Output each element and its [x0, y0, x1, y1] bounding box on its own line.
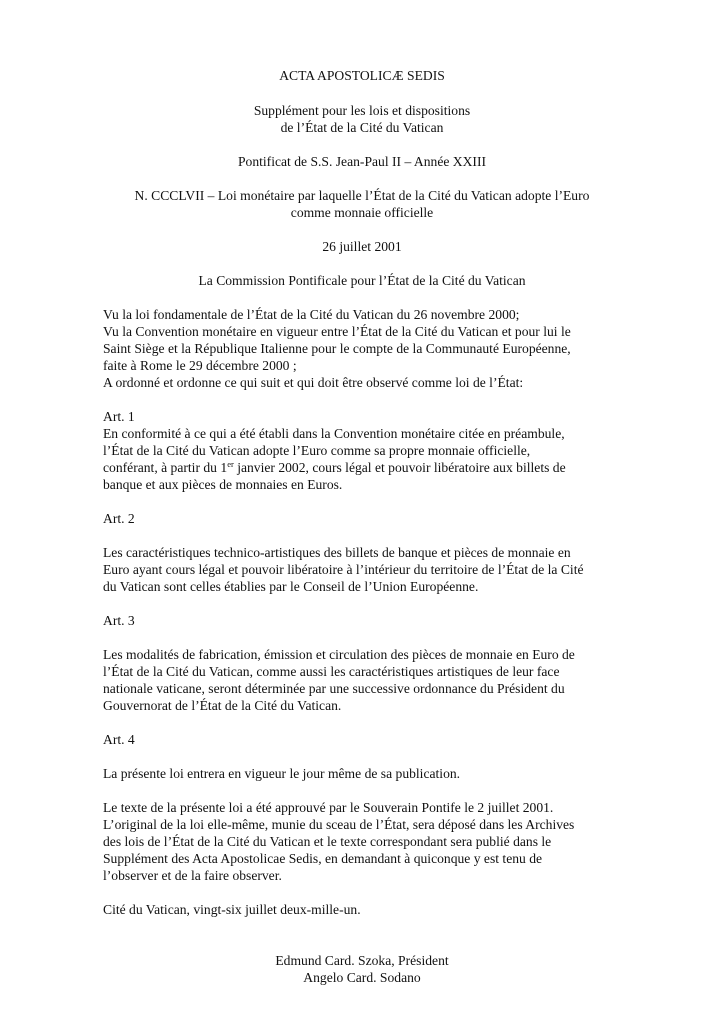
article-4-heading: Art. 4 [103, 732, 135, 747]
article-1-heading: Art. 1 [103, 409, 135, 424]
signature-line: Angelo Card. Sodano [303, 970, 421, 985]
article-1-text-part: janvier 2002, cours légal et pouvoir libératoire aux billets de [233, 460, 566, 475]
article-1-text: En conformité à ce qui a été établi dans la Convention monétaire citée en préambule, [103, 426, 565, 441]
ordinal-superscript: er [227, 459, 234, 469]
law-title-line-1: N. CCCLVII – Loi monétaire par laquelle l’État de la Cité du Vatican adopte l’Euro [134, 188, 590, 203]
closing-text: des lois de l’État de la Cité du Vatican et le texte correspondant sera publié dans le [103, 834, 552, 849]
closing-text: L’original de la loi elle-même, munie du sceau de l’État, sera déposé dans les Archives [103, 817, 575, 832]
preamble-line: Vu la Convention monétaire en vigueur entre l’État de la Cité du Vatican et pour lui le [103, 324, 571, 339]
preamble-line: faite à Rome le 29 décembre 2000 ; [103, 358, 297, 373]
article-1-text [103, 459, 566, 477]
supplement-title-line-2: de l’État de la Cité du Vatican [280, 120, 444, 135]
closing-text: l’observer et de la faire observer. [103, 868, 282, 883]
issuing-authority: La Commission Pontificale pour l’État de la Cité du Vatican [198, 273, 526, 288]
journal-title: ACTA APOSTOLICÆ SEDIS [279, 68, 445, 83]
preamble-line: A ordonné et ordonne ce qui suit et qui doit être observé comme loi de l’État: [103, 375, 524, 390]
place-and-date: Cité du Vatican, vingt-six juillet deux-mille-un. [103, 902, 361, 917]
article-1-text-part: conférant, à partir du 1 [103, 460, 228, 475]
article-1-text: l’État de la Cité du Vatican adopte l’Euro comme sa propre monnaie officielle, [103, 443, 531, 458]
article-3-text: Les modalités de fabrication, émission et circulation des pièces de monnaie en Euro de [103, 647, 575, 662]
closing-text: Le texte de la présente loi a été approuvé par le Souverain Pontife le 2 juillet 2001. [103, 800, 554, 815]
preamble-line: Vu la loi fondamentale de l’État de la Cité du Vatican du 26 novembre 2000; [103, 307, 520, 322]
article-2-text: Les caractéristiques technico-artistiques des billets de banque et pièces de monnaie en [103, 545, 571, 560]
article-2-heading: Art. 2 [103, 511, 135, 526]
law-date: 26 juillet 2001 [322, 239, 402, 254]
signature-line: Edmund Card. Szoka, Président [275, 953, 449, 968]
closing-text: Supplément des Acta Apostolicae Sedis, en demandant à quiconque y est tenu de [103, 851, 543, 866]
article-3-text: nationale vaticane, seront déterminée par une successive ordonnance du Président du [103, 681, 565, 696]
article-2-text: du Vatican sont celles établies par le Conseil de l’Union Européenne. [103, 579, 479, 594]
article-3-text: l’État de la Cité du Vatican, comme aussi les caractéristiques artistiques de leur face [103, 664, 560, 679]
preamble-line: Saint Siège et la République Italienne pour le compte de la Communauté Européenne, [103, 341, 571, 356]
article-2-text: Euro ayant cours légal et pouvoir libératoire à l’intérieur du territoire de l’État de la Cité [103, 562, 584, 577]
pontificate-line: Pontificat de S.S. Jean-Paul II – Année XXIII [237, 154, 487, 169]
supplement-title-line-1: Supplément pour les lois et dispositions [253, 103, 471, 118]
law-title-line-2: comme monnaie officielle [290, 205, 434, 220]
article-1-text: banque et aux pièces de monnaies en Euros. [103, 477, 343, 492]
article-3-heading: Art. 3 [103, 613, 135, 628]
article-4-text: La présente loi entrera en vigueur le jour même de sa publication. [103, 766, 461, 781]
article-3-text: Gouvernorat de l’État de la Cité du Vatican. [103, 698, 342, 713]
